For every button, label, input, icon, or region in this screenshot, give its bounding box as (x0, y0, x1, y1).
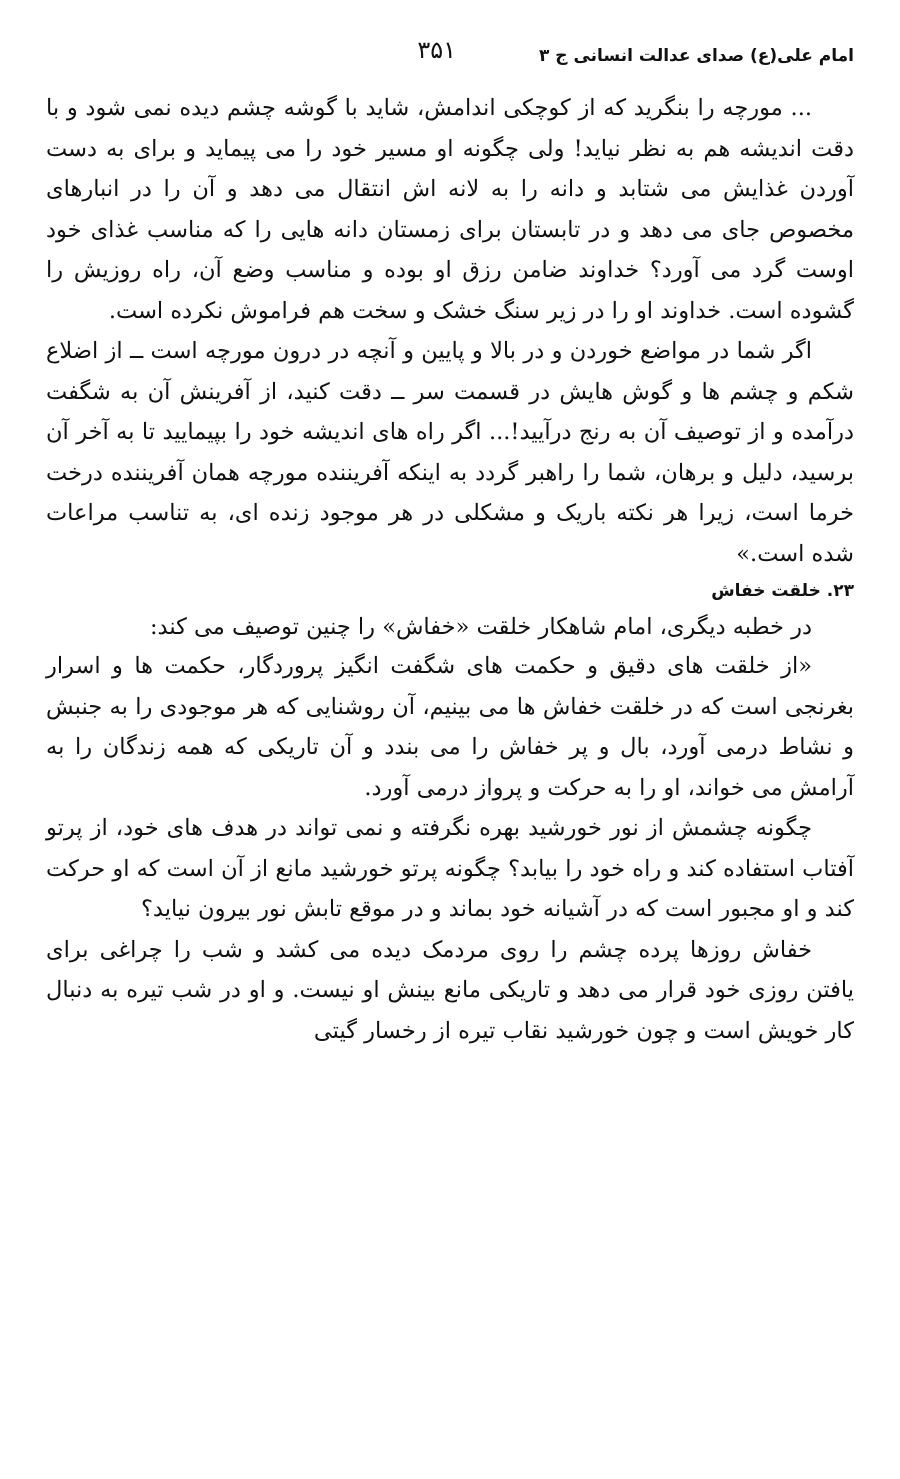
book-title: امام علی(ع) صدای عدالت انسانی ج ۳ (538, 46, 854, 66)
page-number: ۳۵۱ (417, 36, 456, 64)
section-heading: ۲۳. خلقت خفاش (711, 581, 854, 601)
running-header (46, 38, 854, 74)
paragraph-ant-anatomy: اگر شما در مواضع خوردن و در بالا و پایین و آنچه در درون مورچه است ــ از اضلاع شکم و چشم ها و گوش هایش در قسمت سر ــ دقت کنید، از آفرینش آن به شگفت درآمده و از توصیف آن به رنج درآیید!... اگر راه های اندیشه خود را بپیمایید تا به آخر آن برسید، دلیل و برهان، شما را راهبر گردد به اینکه آفریننده مورچه همان آفریننده درخت خرما است، زیرا هر نکته باریک و مشکلی در هر موجود زنده ای، به تناسب مراعات شده است.» (46, 338, 854, 567)
paragraph-bat-quote: «از خلقت های دقیق و حکمت های شگفت انگیز پروردگار، حکمت ها و اسرار بغرنجی است که در خلقت خفاش ها می بینیم، آن روشنایی که هر موجودی را به جنبش و نشاط درمی آورد، بال و پر خفاش را می بندد و آن تاریکی که همه زندگان را به آرامش می خواند، او را به حرکت و پرواز درمی آورد. (46, 653, 854, 801)
paragraph-bat-night: خفاش روزها پرده چشم را روی مردمک دیده می کشد و شب را چراغی برای یافتن روزی خود قرار می دهد و تاریکی مانع بینش او نیست. و او در شب تیره به دنبال کار خویش است و چون خورشید نقاب تیره از رخسار گیتی (46, 936, 854, 1044)
page-content (46, 88, 854, 1051)
paragraph-ant-description: ... مورچه را بنگرید که از کوچکی اندامش، شاید با گوشه چشم دیده نمی شود و با دقت اندیشه هم به نظر نیاید! ولی چگونه او مسیر خود را می پیماید و برای به دست آوردن غذایش می شتابد و دانه را به لانه اش انتقال می دهد و آن را در انبارهای مخصوص جای می دهد و در تابستان برای زمستان دانه هایی را که مناسب غذای خود اوست گرد می آورد؟ خداوند ضامن رزق او بوده و مناسب وضع آن، راه روزیش را گشوده است. خداوند او را در زیر سنگ خشک و سخت هم فراموش نکرده است. (46, 95, 854, 324)
paragraph-bat-eyes: چگونه چشمش از نور خورشید بهره نگرفته و نمی تواند در هدف های خود، از پرتو آفتاب استفاده کند و راه خود را بیابد؟ چگونه پرتو خورشید مانع از آن است که او حرکت کند و او مجبور است که در آشیانه خود بماند و در موقع تابش نور بیرون نیاید؟ (46, 815, 854, 922)
paragraph-bat-intro: در خطبه دیگری، امام شاهکار خلقت «خفاش» را چنین توصیف می کند: (149, 614, 812, 640)
